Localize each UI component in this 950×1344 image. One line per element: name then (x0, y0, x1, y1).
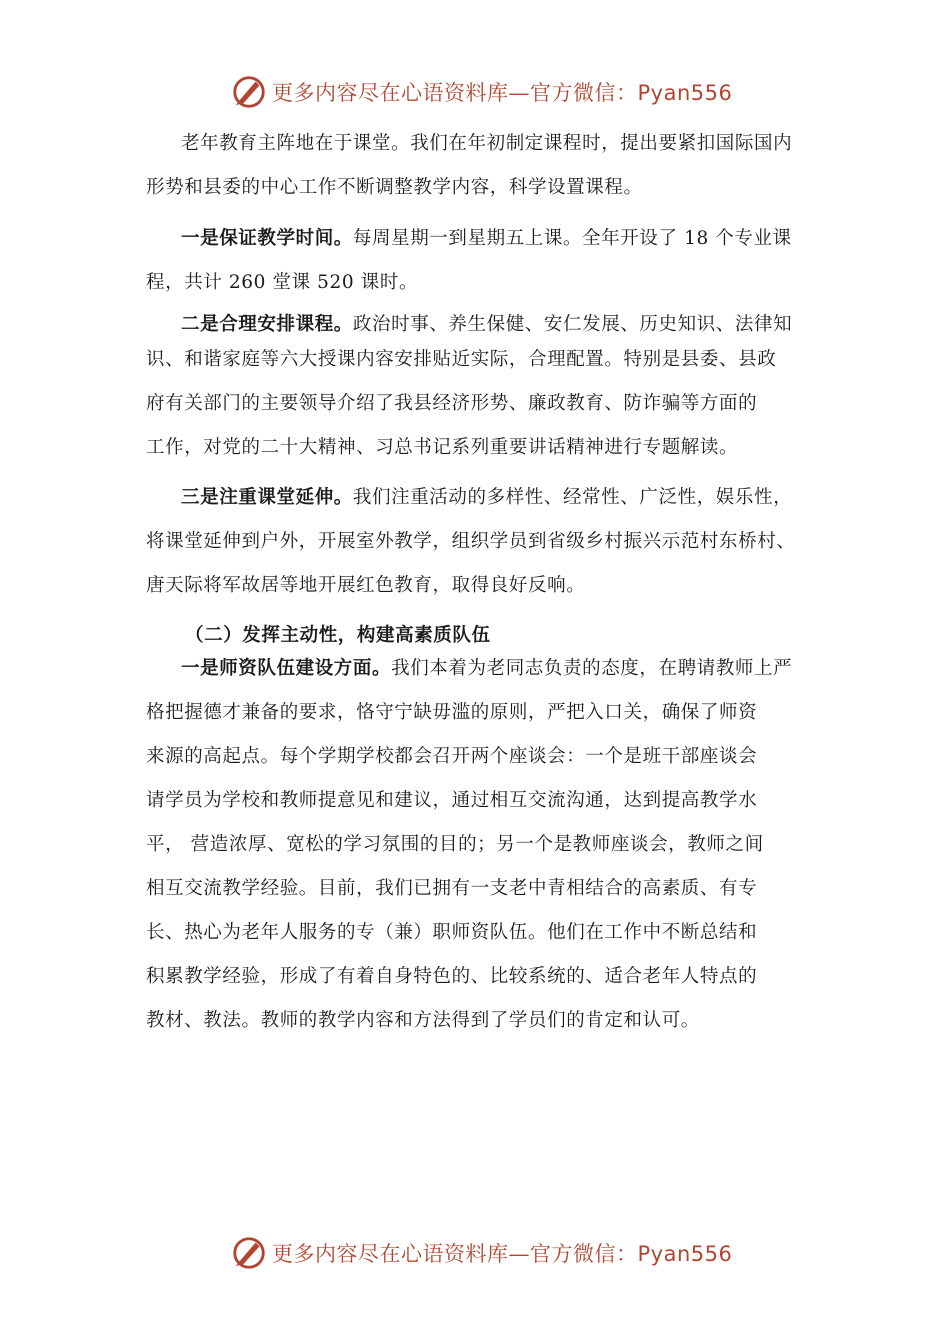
text-line: 形势和县委的中心工作不断调整教学内容，科学设置课程。 (146, 177, 643, 198)
text-run: 我们注重活动的多样性、经常性、广泛性，娱乐性， (352, 487, 793, 508)
paragraph-line (181, 227, 792, 251)
paragraph-heading: 一是保证教学时间。 (181, 228, 353, 249)
section-title: （二）发挥主动性，构建高素质队伍 (185, 625, 491, 646)
wechat-id: Pyan556 (637, 81, 733, 105)
wechat-id: Pyan556 (637, 1242, 733, 1266)
pen-logo-icon (230, 73, 268, 111)
text-line: 老年教育主阵地在于课堂。我们在年初制定课程时，提出要紧扣国际国内 (181, 133, 793, 154)
text-run: 政治时事、养生保健、安仁发展、历史知识、法律知 (352, 314, 793, 335)
paragraph-line (181, 657, 792, 681)
banner-label: 更多内容尽在心语资料库—官方微信： (272, 81, 638, 105)
text-line: 程，共计 260 堂课 520 课时。 (146, 272, 419, 293)
text-line: 相互交流教学经验。目前，我们已拥有一支老中青相结合的高素质、有专 (146, 878, 758, 899)
paragraph-heading: 二是合理安排课程。 (181, 314, 353, 335)
text-line: 请学员为学校和教师提意见和建议，通过相互交流沟通，达到提高教学水 (146, 790, 758, 811)
text-line: 工作，对党的二十大精神、习总书记系列重要讲话精神进行专题解读。 (146, 437, 739, 458)
text-line: 识、和谐家庭等六大授课内容安排贴近实际，合理配置。特别是县委、县政 (146, 349, 777, 370)
paragraph-heading: 一是师资队伍建设方面。 (181, 658, 392, 679)
text-line: 教材、教法。教师的教学内容和方法得到了学员们的肯定和认可。 (146, 1010, 700, 1031)
paragraph-line (181, 313, 792, 337)
text-line: 积累教学经验，形成了有着自身特色的、比较系统的、适合老年人特点的 (146, 966, 758, 987)
banner-text (272, 77, 732, 107)
header-banner (230, 72, 790, 112)
paragraph-line (181, 486, 792, 510)
footer-banner (230, 1233, 790, 1273)
paragraph-heading: 三是注重课堂延伸。 (181, 487, 353, 508)
text-line: 将课堂延伸到户外，开展室外教学，组织学员到省级乡村振兴示范村东桥村、 (146, 531, 796, 552)
text-line: 唐天际将军故居等地开展红色教育，取得良好反响。 (146, 575, 586, 596)
text-line: 府有关部门的主要领导介绍了我县经济形势、廉政教育、防诈骗等方面的 (146, 393, 758, 414)
text-line: 平， 营造浓厚、宽松的学习氛围的目的；另一个是教师座谈会，教师之间 (146, 834, 764, 855)
pen-logo-icon (230, 1234, 268, 1272)
text-run: 我们本着为老同志负责的态度，在聘请教师上严 (391, 658, 793, 679)
banner-label: 更多内容尽在心语资料库—官方微信： (272, 1242, 638, 1266)
text-run: 每周星期一到星期五上课。全年开设了 18 个专业课 (352, 228, 792, 249)
text-line: 格把握德才兼备的要求，恪守宁缺毋滥的原则，严把入口关，确保了师资 (146, 702, 758, 723)
text-line: 来源的高起点。每个学期学校都会召开两个座谈会：一个是班干部座谈会 (146, 746, 758, 767)
text-line: 长、热心为老年人服务的专（兼）职师资队伍。他们在工作中不断总结和 (146, 922, 758, 943)
banner-text (272, 1238, 732, 1268)
